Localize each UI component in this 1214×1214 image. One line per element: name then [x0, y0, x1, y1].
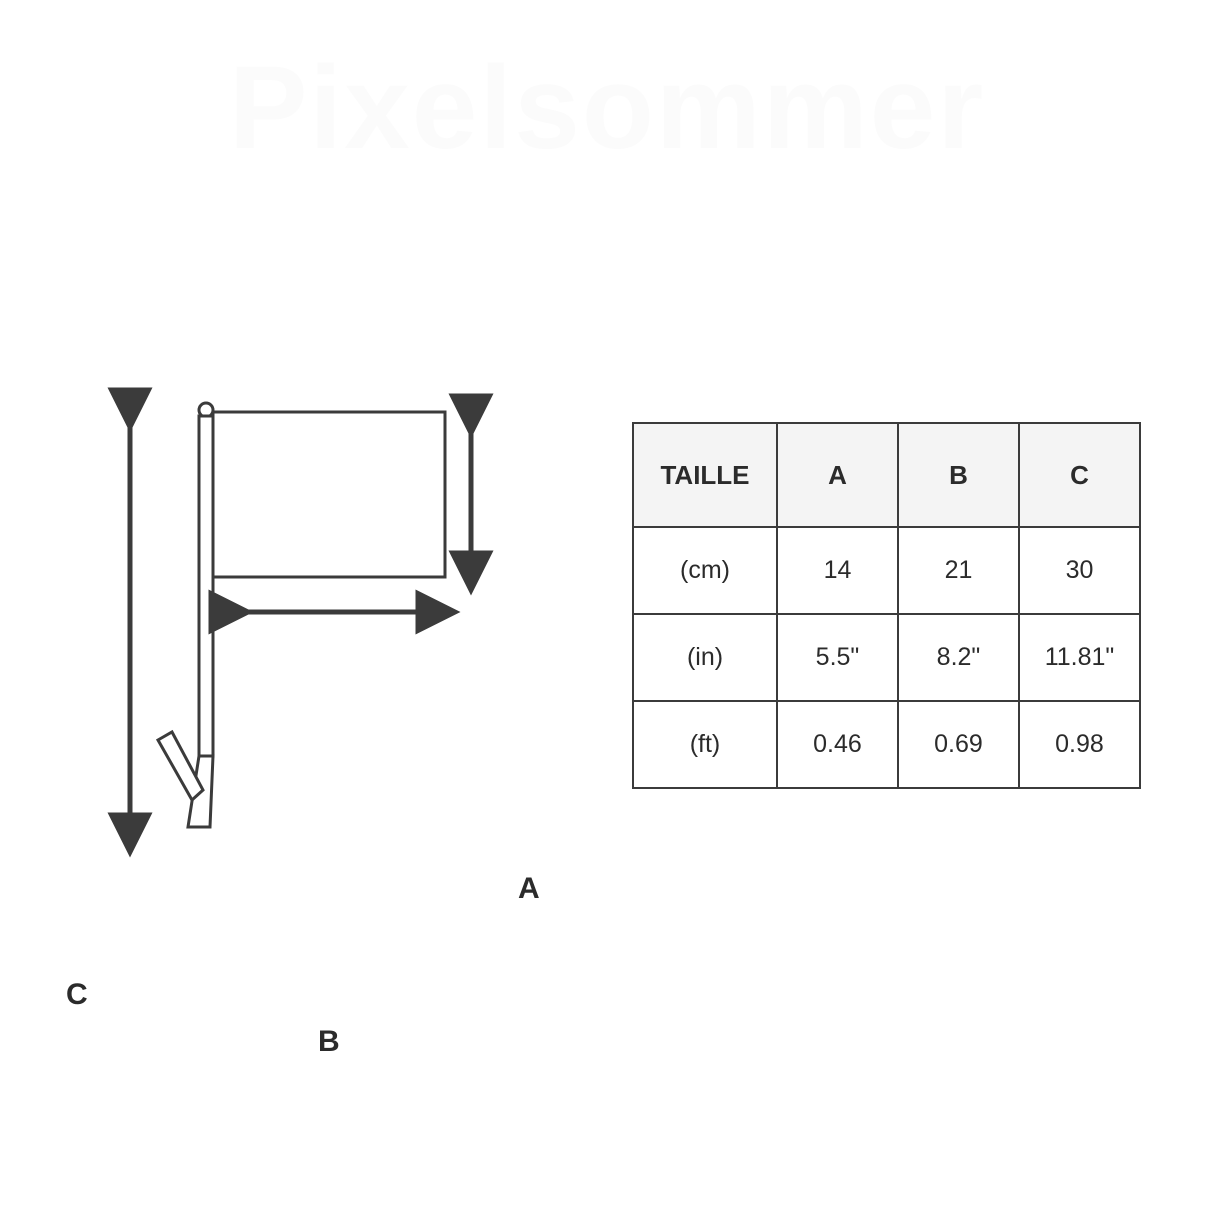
- cell-unit: (ft): [633, 701, 777, 788]
- cell-unit: (in): [633, 614, 777, 701]
- cell-a: 0.46: [777, 701, 898, 788]
- table-header-taille: TAILLE: [633, 423, 777, 527]
- table-header-b: B: [898, 423, 1019, 527]
- flag-pole: [158, 403, 213, 827]
- flag-diagram-svg: [40, 380, 600, 880]
- table-row: [633, 614, 1140, 701]
- table-header-c: C: [1019, 423, 1140, 527]
- cell-unit: (cm): [633, 527, 777, 614]
- cell-c: 0.98: [1019, 701, 1140, 788]
- dimension-label-b: B: [318, 1025, 340, 1058]
- table-header-row: [633, 423, 1140, 527]
- cell-a: 5.5": [777, 614, 898, 701]
- cell-c: 30: [1019, 527, 1140, 614]
- cell-a: 14: [777, 527, 898, 614]
- table-header-a: A: [777, 423, 898, 527]
- dimension-label-a: A: [518, 872, 540, 905]
- cell-b: 21: [898, 527, 1019, 614]
- watermark-text: Pixelsommer: [228, 42, 986, 174]
- dimension-label-c: C: [66, 978, 88, 1011]
- table-row: [633, 701, 1140, 788]
- table-row: [633, 527, 1140, 614]
- cell-b: 8.2": [898, 614, 1019, 701]
- flag-cloth: [213, 412, 445, 577]
- size-table: [632, 422, 1141, 789]
- cell-b: 0.69: [898, 701, 1019, 788]
- cell-c: 11.81": [1019, 614, 1140, 701]
- flag-dimension-diagram: [40, 380, 600, 1058]
